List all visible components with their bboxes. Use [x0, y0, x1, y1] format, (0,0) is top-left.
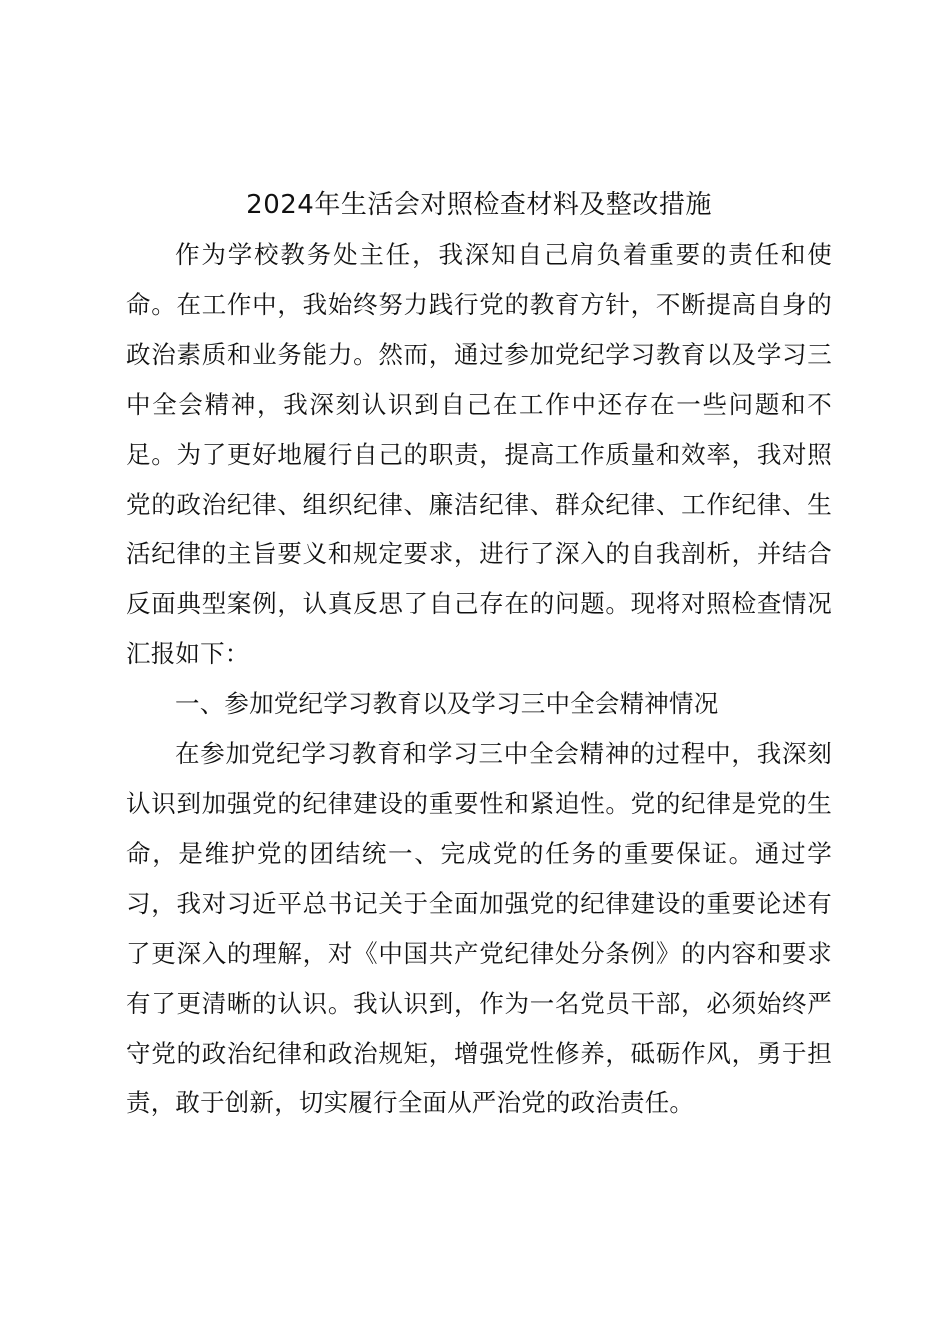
- document-title: 2024年生活会对照检查材料及整改措施: [246, 190, 712, 220]
- document-body: [126, 180, 832, 1128]
- intro-paragraph: 作为学校教务处主任，我深知自己肩负着重要的责任和使命。在工作中，我始终努力践行党的教育方针，不断提高自身的政治素质和业务能力。然而，通过参加党纪学习教育以及学习三中全会精神，我深刻认识到自己在工作中还存在一些问题和不足。为了更好地履行自己的职责，提高工作质量和效率，我对照党的政治纪律、组织纪律、廉洁纪律、群众纪律、工作纪律、生活纪律的主旨要义和规定要求，进行了深入的自我剖析，并结合反面典型案例，认真反思了自己存在的问题。现将对照检查情况汇报如下：: [126, 240, 832, 669]
- section-heading: 一、参加党纪学习教育以及学习三中全会精神情况: [175, 689, 719, 719]
- section-paragraph: 在参加党纪学习教育和学习三中全会精神的过程中，我深刻认识到加强党的纪律建设的重要性和紧迫性。党的纪律是党的生命，是维护党的团结统一、完成党的任务的重要保证。通过学习，我对习近平总书记关于全面加强党的纪律建设的重要论述有了更深入的理解，对《中国共产党纪律处分条例》的内容和要求有了更清晰的认识。我认识到，作为一名党员干部，必须始终严守党的政治纪律和政治规矩，增强党性修养，砥砺作风，勇于担责，敢于创新，切实履行全面从严治党的政治责任。: [126, 739, 832, 1118]
